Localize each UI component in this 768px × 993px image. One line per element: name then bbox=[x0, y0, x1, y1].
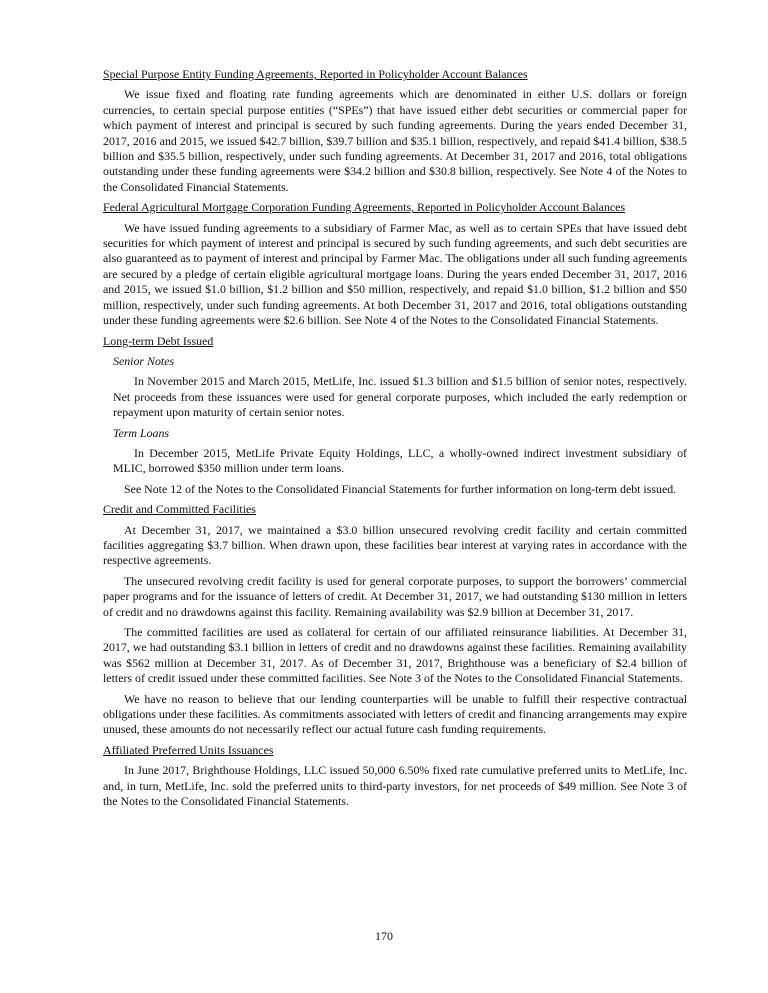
section-heading-preferred-units: Affiliated Preferred Units Issuances bbox=[103, 742, 274, 757]
document-page bbox=[103, 67, 687, 814]
paragraph: In November 2015 and March 2015, MetLife, Inc. issued $1.3 billion and $1.5 billion of senior notes, respectively. Net proceeds from these issuances were used for general corporate purposes, which included the early redemption or repayment upon maturity of certain senior notes. bbox=[113, 374, 687, 420]
paragraph: We issue fixed and floating rate funding agreements which are denominated in either U.S. dollars or foreign currencies, to certain special purpose entities (“SPEs”) that have issued either debt securities or commercial paper for which payment of interest and principal is secured by such funding agreements. During the years ended December 31, 2017, 2016 and 2015, we issued $42.7 billion, $39.7 billion and $35.1 billion, respectively, and repaid $41.4 billion, $38.5 billion and $35.5 billion, respectively, under such funding agreements. At December 31, 2017 and 2016, total obligations outstanding under these funding agreements were $34.2 billion and $30.8 billion, respectively. See Note 4 of the Notes to the Consolidated Financial Statements. bbox=[103, 87, 687, 194]
page-number: 170 bbox=[375, 929, 393, 943]
paragraph: In December 2015, MetLife Private Equity Holdings, LLC, a wholly-owned indirect investment subsidiary of MLIC, borrowed $350 million under term loans. bbox=[113, 445, 687, 476]
paragraph: The unsecured revolving credit facility is used for general corporate purposes, to support the borrowers’ commercial paper programs and for the issuance of letters of credit. At December 31, 2017, we had outstanding $130 million in letters of credit and no drawdowns against this facility. Remaining availability was $2.9 billion at December 31, 2017. bbox=[103, 573, 687, 619]
paragraph: We have no reason to believe that our lending counterparties will be unable to fulfill their respective contractual obligations under these facilities. As commitments associated with letters of credit and financing arrangements may expire unused, these amounts do not necessarily reflect our actual future cash funding requirements. bbox=[103, 691, 687, 737]
subsection-title-term-loans: Term Loans bbox=[113, 425, 170, 440]
paragraph: See Note 12 of the Notes to the Consolidated Financial Statements for further information on long-term debt issued. bbox=[124, 481, 677, 496]
section-heading-farmer-mac: Federal Agricultural Mortgage Corporation Funding Agreements, Reported in Policyholder Account Balances bbox=[103, 200, 626, 215]
section-heading-credit-facilities: Credit and Committed Facilities bbox=[103, 502, 256, 517]
paragraph: The committed facilities are used as collateral for certain of our affiliated reinsurance liabilities. At December 31, 2017, we had outstanding $3.1 billion in letters of credit and no drawdowns against these facilities. Remaining availability was $562 million at December 31, 2017. As of December 31, 2017, Brighthouse was a beneficiary of $2.4 billion of letters of credit issued under these committed facilities. See Note 3 of the Notes to the Consolidated Financial Statements. bbox=[103, 625, 687, 686]
paragraph: We have issued funding agreements to a subsidiary of Farmer Mac, as well as to certain SPEs that have issued debt securities for which payment of interest and principal is secured by such funding agreements, and such debt securities are also guaranteed as to payment of interest and principal by Farmer Mac. The obligations under all such funding agreements are secured by a pledge of certain eligible agricultural mortgage loans. During the years ended December 31, 2017, 2016 and 2015, we issued $1.0 billion, $1.2 billion and $50 million, respectively, and repaid $1.0 billion, $1.2 billion and $50 million, respectively, under such funding agreements. At both December 31, 2017 and 2016, total obligations outstanding under these funding agreements were $2.6 billion. See Note 4 of the Notes to the Consolidated Financial Statements. bbox=[103, 220, 687, 328]
section-heading-long-term-debt: Long-term Debt Issued bbox=[103, 333, 214, 348]
paragraph: In June 2017, Brighthouse Holdings, LLC issued 50,000 6.50% fixed rate cumulative preferred units to MetLife, Inc. and, in turn, MetLife, Inc. sold the preferred units to third-party investors, for net proceeds of $49 million. See Note 3 of the Notes to the Consolidated Financial Statements. bbox=[103, 763, 687, 809]
subsection-title-senior-notes: Senior Notes bbox=[113, 353, 175, 368]
section-heading-spe: Special Purpose Entity Funding Agreements, Reported in Policyholder Account Balances bbox=[103, 67, 528, 81]
paragraph: At December 31, 2017, we maintained a $3.0 billion unsecured revolving credit facility and certain committed facilities aggregating $3.7 billion. When drawn upon, these facilities bear interest at varying rates in accordance with the respective agreements. bbox=[103, 522, 687, 568]
